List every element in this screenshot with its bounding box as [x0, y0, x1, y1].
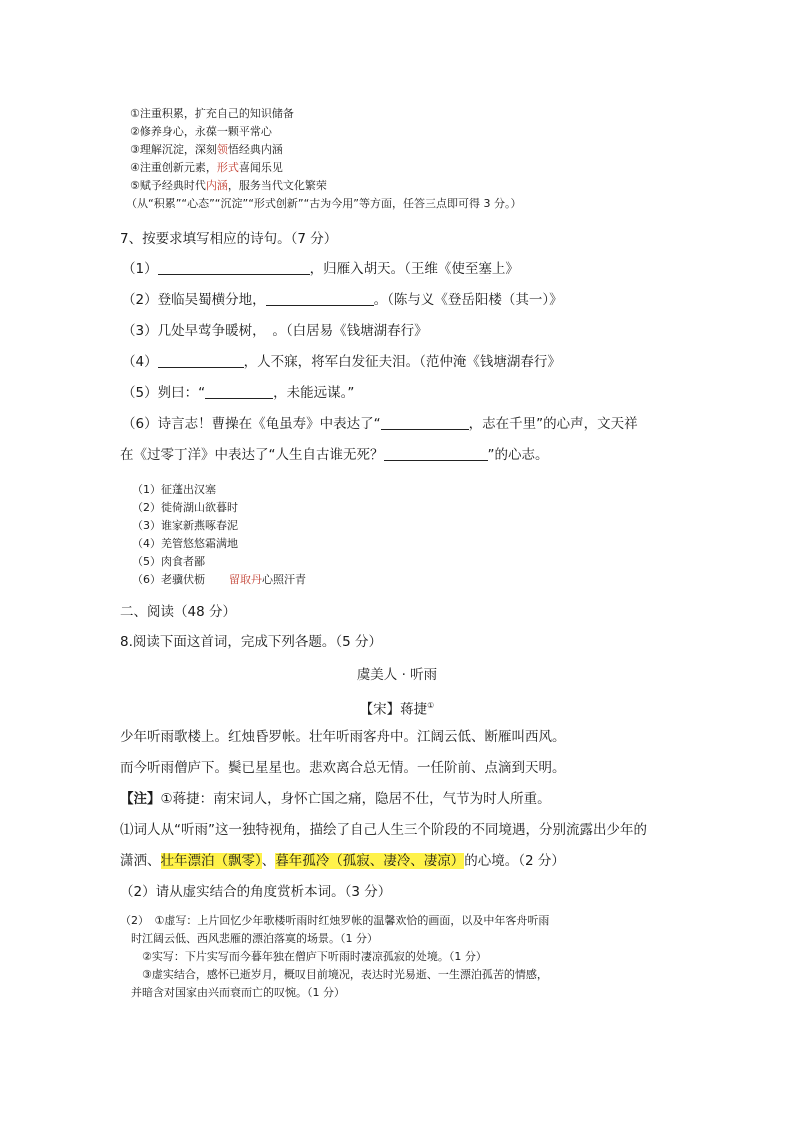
answer-line: ②实写：下片实写而今暮年独在僧庐下听雨时凄凉孤寂的处境。（1 分）	[120, 950, 487, 963]
question-8-title: 8.阅读下面这首词，完成下列各题。（5 分）	[120, 634, 383, 650]
answer-item: ③理解沉淀，深刻领悟经典内涵	[130, 143, 283, 156]
answer-item: ①注重积累，扩充自己的知识储备	[130, 107, 294, 120]
answer-item: ⑤赋予经典时代内涵，服务当代文化繁荣	[130, 179, 327, 192]
fill-line-2: （2）登临吴蜀横分地， 。（陈与义《登岳阳楼（其一）》	[122, 292, 563, 308]
poem-line: 而今听雨僧庐下。鬓已星星也。悲欢离合总无情。一任阶前、点滴到天明。	[120, 760, 566, 776]
highlighted-answer: 壮年漂泊（飘零）	[160, 853, 262, 869]
poem-title: 虞美人 · 听雨	[356, 667, 438, 683]
subquestion-1-line2: 潇洒、壮年漂泊（飘零）、暮年孤冷（孤寂、凄冷、凄凉）的心境。（2 分）	[120, 853, 565, 869]
answer-item: （3）谁家新燕啄春泥	[132, 519, 238, 532]
fill-line-3: （3）几处早莺争暖树， 。（白居易《钱塘湖春行》	[122, 323, 428, 339]
section-title: 二、阅读（48 分）	[120, 604, 236, 620]
poem-author: 【宋】蒋捷①	[359, 701, 435, 718]
fill-line-5: （5）刿曰：“ ，未能远谋。”	[122, 385, 355, 401]
fill-line-6a: （6）诗言志！曹操在《龟虽寿》中表达了“ ，志在千里”的心声，文天祥	[122, 416, 638, 432]
highlighted-answer: 暮年孤冷（孤寂、凄冷、凄凉）	[275, 853, 465, 869]
answer-item: （2）徙倚湖山欲暮时	[132, 501, 238, 514]
answer-item: （1）征蓬出汉塞	[132, 483, 216, 496]
blank-field[interactable]	[384, 446, 488, 461]
fill-line-4: （4） ，人不寐，将军白发征夫泪。（范仲淹《钱塘湖春行》	[122, 354, 561, 370]
answer-line: 并暗含对国家由兴而衰而亡的叹惋。（1 分）	[120, 986, 345, 999]
blank-field[interactable]	[158, 353, 244, 368]
answer-line: 时江阔云低、西风悲雁的漂泊落寞的场景。（1 分）	[120, 932, 378, 945]
poem-note: 【注】①蒋捷：南宋词人，身怀亡国之痛，隐居不仕，气节为时人所重。	[120, 791, 551, 807]
subquestion-2: （2）请从虚实结合的角度赏析本词。（3 分）	[120, 884, 392, 900]
fill-line-6b: 在《过零丁洋》中表达了“人生自古谁无死？ ”的心志。	[120, 447, 549, 463]
answer-note: （从“积累”“心态”“沉淀”“形式创新”“古为今用”等方面，任答三点即可得 3 分。）	[126, 197, 522, 210]
answer-item: ②修养身心，永葆一颗平常心	[130, 125, 272, 138]
answer-item: （5）肉食者鄙	[132, 555, 205, 568]
blank-field[interactable]	[158, 260, 310, 275]
subquestion-1-line1: ⑴词人从“听雨”这一独特视角，描绘了自己人生三个阶段的不同境遇，分别流露出少年的	[120, 822, 647, 838]
fill-line-1: （1） ，归雁入胡天。（王维《使至塞上》	[122, 261, 519, 277]
blank-field[interactable]	[266, 291, 374, 306]
poem-line: 少年听雨歌楼上。红烛昏罗帐。壮年听雨客舟中。江阔云低、断雁叫西风。	[120, 729, 566, 745]
answer-item: （6）老骥伏枥 留取丹心照汗青	[132, 573, 306, 586]
answer-line: ③虚实结合，感怀已逝岁月，概叹目前境况，表达时光易逝、一生漂泊孤苦的情感，	[120, 968, 548, 981]
blank-field[interactable]	[381, 415, 469, 430]
answer-item: （4）羌管悠悠霜满地	[132, 537, 238, 550]
question-title: 7、按要求填写相应的诗句。（7 分）	[120, 231, 338, 247]
answer-item: ④注重创新元素，形式喜闻乐见	[130, 161, 283, 174]
blank-field[interactable]	[205, 384, 273, 399]
answer-line: （2） ①虚写：上片回忆少年歌楼听雨时红烛罗帐的温馨欢恰的画面，以及中年客舟听雨	[120, 914, 550, 927]
